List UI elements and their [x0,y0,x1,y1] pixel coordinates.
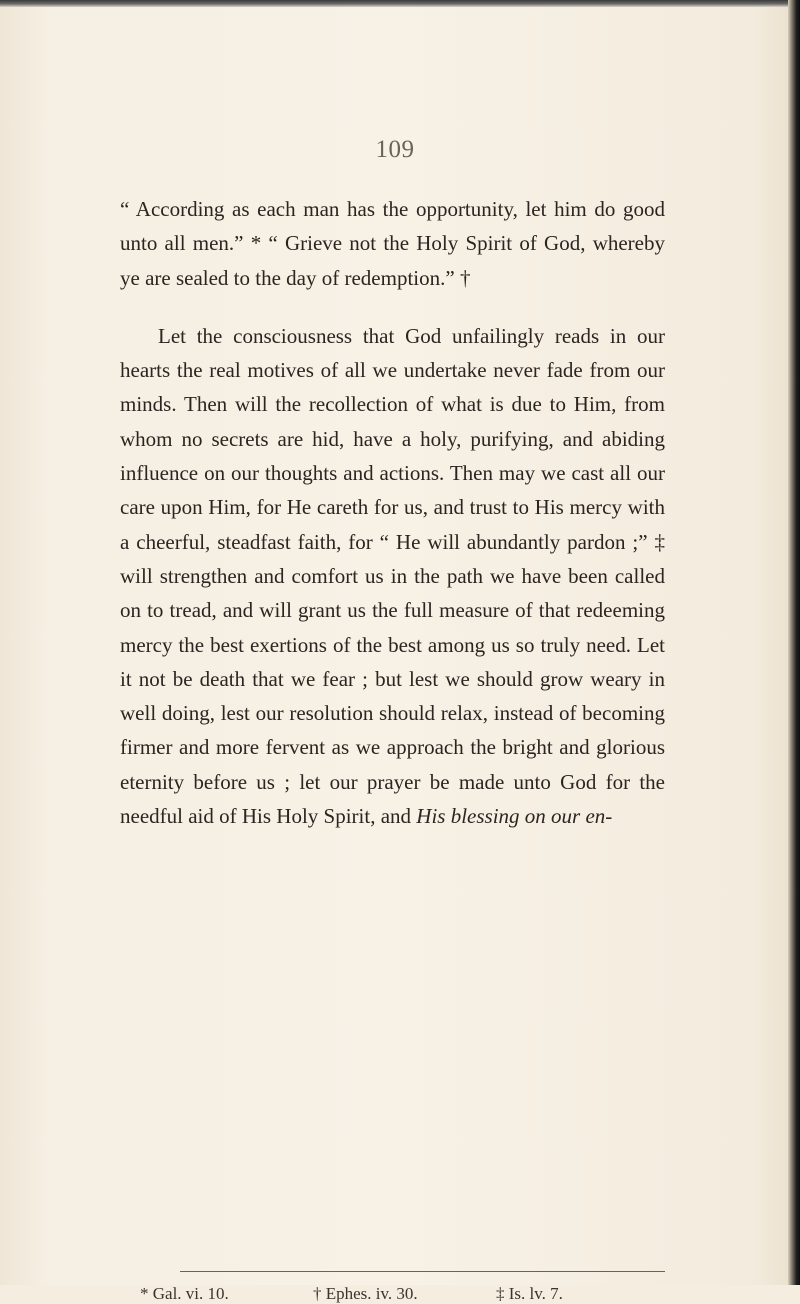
paragraph-main [120,319,665,833]
footnote-ephes: † Ephes. iv. 30. [313,1284,418,1303]
paragraph-main-italic: His blessing on our en- [416,804,613,829]
paragraph-main-text: Let the consciousness that God unfailingly reads in our hearts the real motives of all we undertake never fade from our minds. Then will the recollection of what is due to Him, from whom no secrets are hid, have a holy, purifying, and abiding influence on our thoughts and actions. Then may we cast all our care upon Him, for He careth for us, and trust to His mercy with a cheerful, steadfast faith, for “ He will abundantly pardon ;” ‡ will strengthen and comfort us in the path we have been called on to tread, and will grant us the full measure of that redeeming mercy the best exertions of the best among us so truly need. Let it not be death that we fear ; but lest we should grow weary in well doing, lest our resolution should relax, instead of becoming firmer and more fervent as we approach the bright and glorious eternity before us ; let our prayer be made unto God for the needful aid of His Holy Spirit, and [120,323,665,829]
footnote-is: ‡ Is. lv. 7. [496,1284,563,1303]
page-number: 109 [375,136,415,163]
footnote-gal: * Gal. vi. 10. [140,1284,229,1303]
body-text [120,192,665,833]
footnote-rule [180,1271,665,1272]
page-top-edge [0,0,800,7]
paragraph-quotation: “ According as each man has the opportunity, let him do good unto all men.” * “ Grieve not the Holy Spirit of God, whereby ye are sealed to the day of redemption.” † [120,197,665,290]
page-binding-edge [788,0,800,1285]
